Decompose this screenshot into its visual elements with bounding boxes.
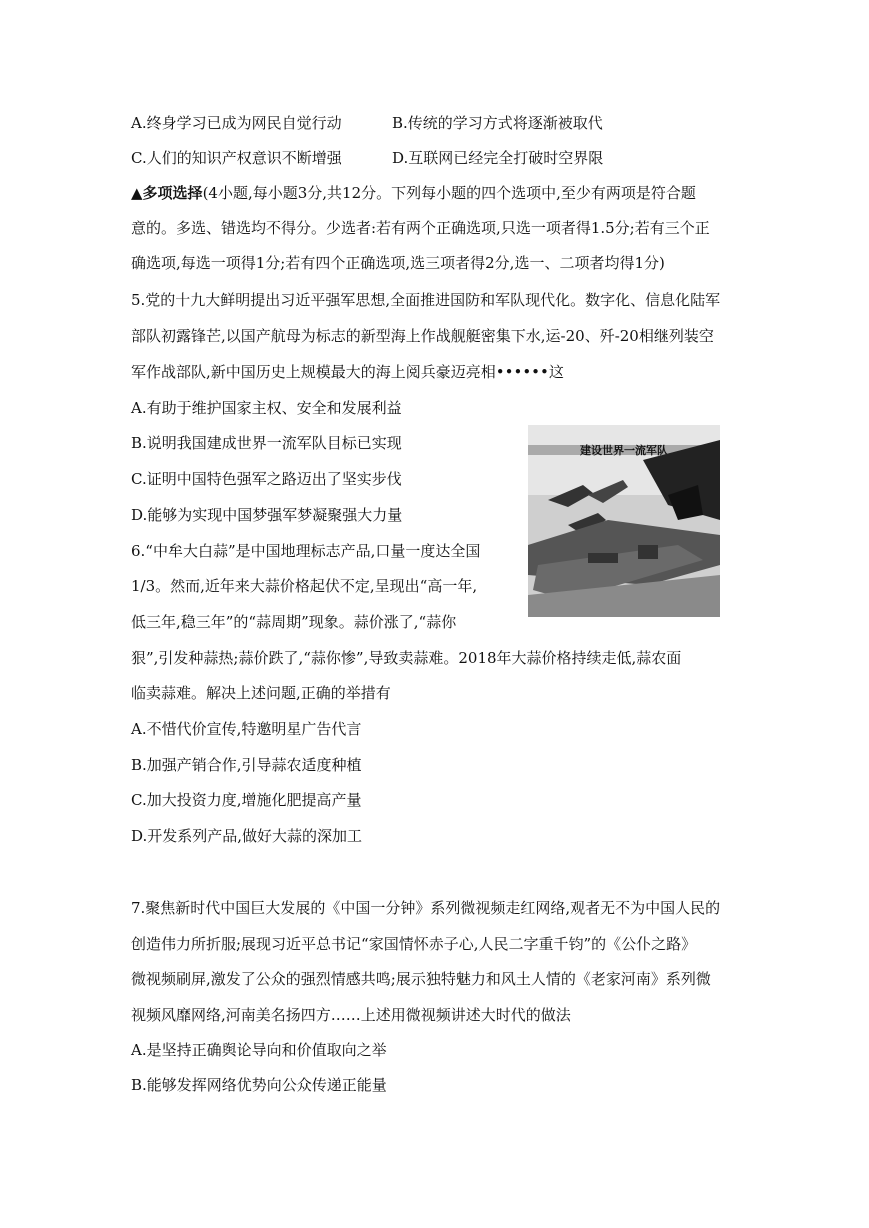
- q6-option-d: D.开发系列产品,做好大蒜的深加工: [131, 827, 363, 845]
- section-desc-3: 确选项,每选一项得1分;若有四个正确选项,选三项者得2分,选一、二项者均得1分): [131, 254, 665, 272]
- q5-option-a: A.有助于维护国家主权、安全和发展利益: [131, 399, 402, 417]
- q7-option-b: B.能够发挥网络优势向公众传递正能量: [131, 1076, 387, 1094]
- section-header: [131, 183, 696, 203]
- q7-stem-2: 创造伟力所折服;展现习近平总书记“家国情怀赤子心,人民二字重千钧”的《公仆之路》: [131, 935, 697, 953]
- section-marker: ▲: [131, 184, 143, 202]
- section-desc-1: (4小题,每小题3分,共12分。下列每小题的四个选项中,至少有两项是符合题: [202, 184, 696, 202]
- q5-stem-1: 5.党的十九大鲜明提出习近平强军思想,全面推进国防和军队现代化。数字化、信息化陆军: [131, 291, 721, 309]
- q5-stem-3: 军作战部队,新中国历史上规模最大的海上阅兵豪迈亮相••••••这: [131, 363, 564, 381]
- q6-stem-2: 1/3。然而,近年来大蒜价格起伏不定,呈现出“高一年,: [131, 577, 478, 595]
- q4-option-d: D.互联网已经完全打破时空界限: [392, 149, 604, 167]
- q7-stem-4: 视频风靡网络,河南美名扬四方……上述用微视频讲述大时代的做法: [131, 1006, 571, 1024]
- q6-stem-4: 狠”,引发种蒜热;蒜价跌了,“蒜你惨”,导致卖蒜难。2018年大蒜价格持续走低,蒜农面: [131, 649, 682, 667]
- q6-stem-5: 临卖蒜难。解决上述问题,正确的举措有: [131, 684, 391, 702]
- q4-option-c: C.人们的知识产权意识不断增强: [131, 149, 342, 167]
- q7-stem-1: 7.聚焦新时代中国巨大发展的《中国一分钟》系列微视频走红网络,观者无不为中国人民的: [131, 899, 721, 917]
- q5-option-b: B.说明我国建成世界一流军队目标已实现: [131, 434, 402, 452]
- q7-option-a: A.是坚持正确舆论导向和价值取向之举: [131, 1041, 387, 1059]
- q5-stem-2: 部队初露锋芒,以国产航母为标志的新型海上作战舰艇密集下水,运-20、歼-20相继列装空: [131, 327, 714, 345]
- q6-option-c: C.加大投资力度,增施化肥提高产量: [131, 791, 362, 809]
- section-title: 多项选择: [142, 184, 203, 202]
- q5-option-c: C.证明中国特色强军之路迈出了坚实步伐: [131, 470, 402, 488]
- q4-option-a: A.终身学习已成为网民自觉行动: [131, 114, 342, 132]
- q7-stem-3: 微视频刷屏,激发了公众的强烈情感共鸣;展示独特魅力和风土人情的《老家河南》系列微: [131, 970, 711, 988]
- section-desc-2: 意的。多选、错选均不得分。少选者:若有两个正确选项,只选一项者得1.5分;若有三个正: [131, 219, 710, 237]
- poster-caption: 建设世界一流军队: [580, 444, 668, 457]
- q6-option-b: B.加强产销合作,引导蒜农适度种植: [131, 756, 362, 774]
- q4-option-b: B.传统的学习方式将逐渐被取代: [392, 114, 603, 132]
- q6-option-a: A.不惜代价宣传,特邀明星广告代言: [131, 720, 362, 738]
- q6-stem-1: 6.“中牟大白蒜”是中国地理标志产品,口量一度达全国: [131, 542, 481, 560]
- q5-option-d: D.能够为实现中国梦强军梦凝聚强大力量: [131, 506, 403, 524]
- military-poster-image: [528, 425, 720, 617]
- q6-stem-3: 低三年,稳三年”的“蒜周期”现象。蒜价涨了,“蒜你: [131, 613, 457, 631]
